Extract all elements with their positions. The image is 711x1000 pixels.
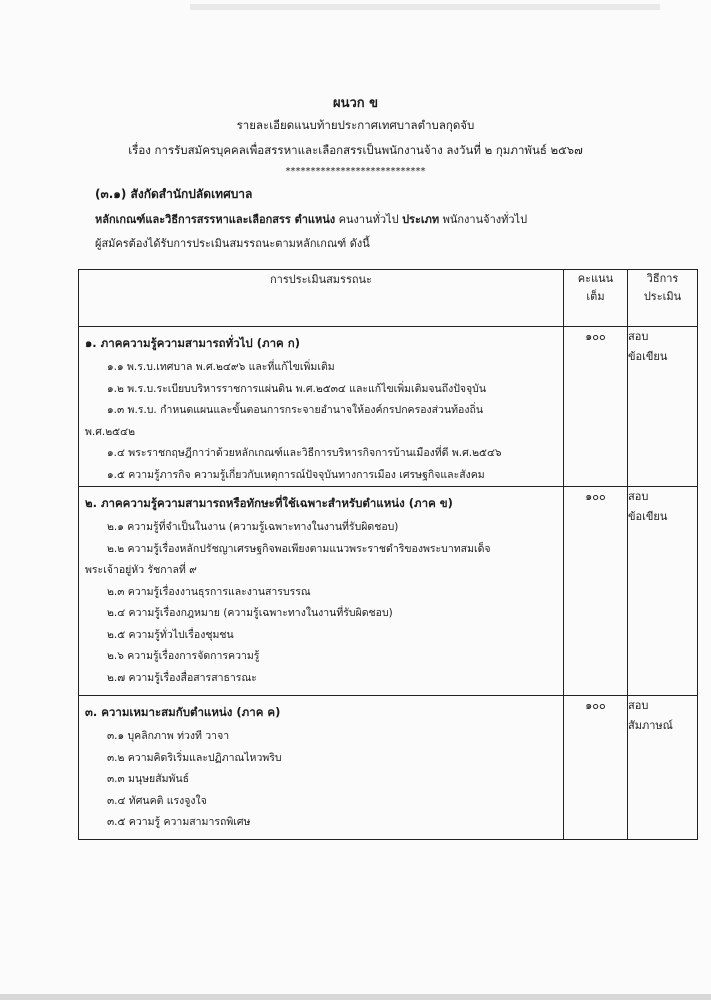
list-item: ๒.๕ ความรู้ทั่วไปเรื่องชุมชน	[107, 628, 234, 641]
list-item: ๑.๕ ความรู้ภารกิจ ความรู้เกี่ยวกับเหตุการณ์ปัจจุบันทางการเมือง เศรษฐกิจและสังคม	[107, 468, 485, 481]
score-cell: ๑๐๐	[564, 487, 628, 696]
type-label: ประเภท	[402, 213, 440, 226]
list-item: ๒.๓ ความรู้เรื่องงานธุรการและงานสารบรรณ	[107, 585, 311, 598]
group-title: ๓. ความเหมาะสมกับตำแหน่ง (ภาค ค)	[85, 705, 281, 719]
list-item: ๒.๔ ความรู้เรื่องกฎหมาย (ความรู้เฉพาะทางในงานที่รับผิดชอบ)	[107, 607, 393, 619]
method-cell	[628, 696, 698, 840]
list-item: ๒.๖ ความรู้เรื่องการจัดการความรู้	[107, 650, 260, 662]
appendix-title: ผนวก ข	[332, 96, 379, 111]
list-item: ๓.๔ ทัศนคติ แรงจูงใจ	[107, 794, 207, 807]
list-item: ๑.๓ พ.ร.บ. กำหนดแผนและขั้นตอนการกระจายอำนาจให้องค์กรปกครองส่วนท้องถิ่น	[107, 404, 484, 416]
employee-type: พนักงานจ้างทั่วไป	[442, 213, 528, 226]
header-method-line2: ประเมิน	[643, 290, 682, 303]
group-title: ๑. ภาคความรู้ความสามารถทั่วไป (ภาค ก)	[85, 336, 300, 350]
header-criteria: การประเมินสมรรถนะ	[79, 270, 564, 327]
list-item: ๓.๒ ความคิดริเริ่มและปฏิภาณไหวพริบ	[107, 751, 282, 764]
score-cell: ๑๐๐	[564, 327, 628, 487]
header-score	[564, 270, 628, 327]
method-line2: สัมภาษณ์	[628, 719, 673, 732]
scan-artifact-top	[190, 4, 660, 10]
method-cell	[628, 327, 698, 487]
position-name: คนงานทั่วไป	[338, 213, 399, 226]
header-method-line1: วิธีการ	[646, 272, 679, 285]
table-row	[79, 487, 698, 696]
criteria-line	[95, 210, 527, 228]
star-divider: ****************************	[285, 166, 426, 177]
table-row	[79, 327, 698, 487]
method-cell	[628, 487, 698, 696]
section-title: (๓.๑) สังกัดสำนักปลัดเทศบาล	[95, 187, 253, 201]
list-item: ๑.๑ พ.ร.บ.เทศบาล พ.ศ.๒๔๙๖ และที่แก้ไขเพิ่มเติม	[107, 361, 335, 373]
table-row	[79, 696, 698, 840]
appendix-subtitle: รายละเอียดแนบท้ายประกาศเทศบาลตำบลกุดจับ	[236, 118, 475, 132]
group-title: ๒. ภาคความรู้ความสามารถหรือทักษะที่ใช้เฉพาะสำหรับตำแหน่ง (ภาค ข)	[85, 496, 453, 510]
method-line1: สอบ	[628, 490, 649, 503]
criteria-cell	[79, 696, 564, 840]
list-item: ๓.๕ ความรู้ ความสามารถพิเศษ	[107, 816, 251, 828]
list-item: ๒.๑ ความรู้ที่จำเป็นในงาน (ความรู้เฉพาะทางในงานที่รับผิดชอบ)	[107, 521, 399, 533]
list-item: พระเจ้าอยู่หัว รัชกาลที่ ๙	[85, 564, 197, 576]
header-score-line1: คะแนน	[577, 272, 614, 285]
criteria-cell	[79, 487, 564, 696]
scan-artifact-bottom	[0, 994, 711, 1000]
score-cell: ๑๐๐	[564, 696, 628, 840]
header-method	[628, 270, 698, 327]
header-score-line2: เต็ม	[586, 290, 605, 303]
assessment-table	[78, 269, 698, 840]
criteria-label: หลักเกณฑ์และวิธีการสรรหาและเลือกสรร ตำแหน่ง	[95, 213, 336, 226]
method-line1: สอบ	[628, 699, 649, 712]
method-line1: สอบ	[628, 330, 649, 343]
list-item: ๑.๔ พระราชกฤษฎีกาว่าด้วยหลักเกณฑ์และวิธีการบริหารกิจการบ้านเมืองที่ดี พ.ศ.๒๕๔๖	[107, 447, 502, 459]
list-item: ๓.๓ มนุษยสัมพันธ์	[107, 773, 190, 785]
method-line2: ข้อเขียน	[628, 350, 668, 363]
requirement-line: ผู้สมัครต้องได้รับการประเมินสมรรถนะตามหลักเกณฑ์ ดังนี้	[95, 237, 370, 250]
table-header-row	[79, 270, 698, 327]
list-item: พ.ศ.๒๕๔๒	[85, 425, 135, 438]
list-item: ๒.๗ ความรู้เรื่องสื่อสารสาธารณะ	[107, 671, 257, 684]
criteria-cell	[79, 327, 564, 487]
list-item: ๒.๒ ความรู้เรื่องหลักปรัชญาเศรษฐกิจพอเพียงตามแนวพระราชดำริของพระบาทสมเด็จ	[107, 542, 491, 555]
list-item: ๓.๑ บุคลิกภาพ ท่วงที วาจา	[107, 730, 230, 742]
appendix-subject: เรื่อง การรับสมัครบุคคลเพื่อสรรหาและเลือกสรรเป็นพนักงานจ้าง ลงวันที่ ๒ กุมภาพันธ์ ๒๕๖๗	[128, 143, 583, 157]
method-line2: ข้อเขียน	[628, 510, 668, 523]
list-item: ๑.๒ พ.ร.บ.ระเบียบบริหารราชการแผ่นดิน พ.ศ.๒๕๓๔ และแก้ไขเพิ่มเติมจนถึงปัจจุบัน	[107, 382, 487, 395]
